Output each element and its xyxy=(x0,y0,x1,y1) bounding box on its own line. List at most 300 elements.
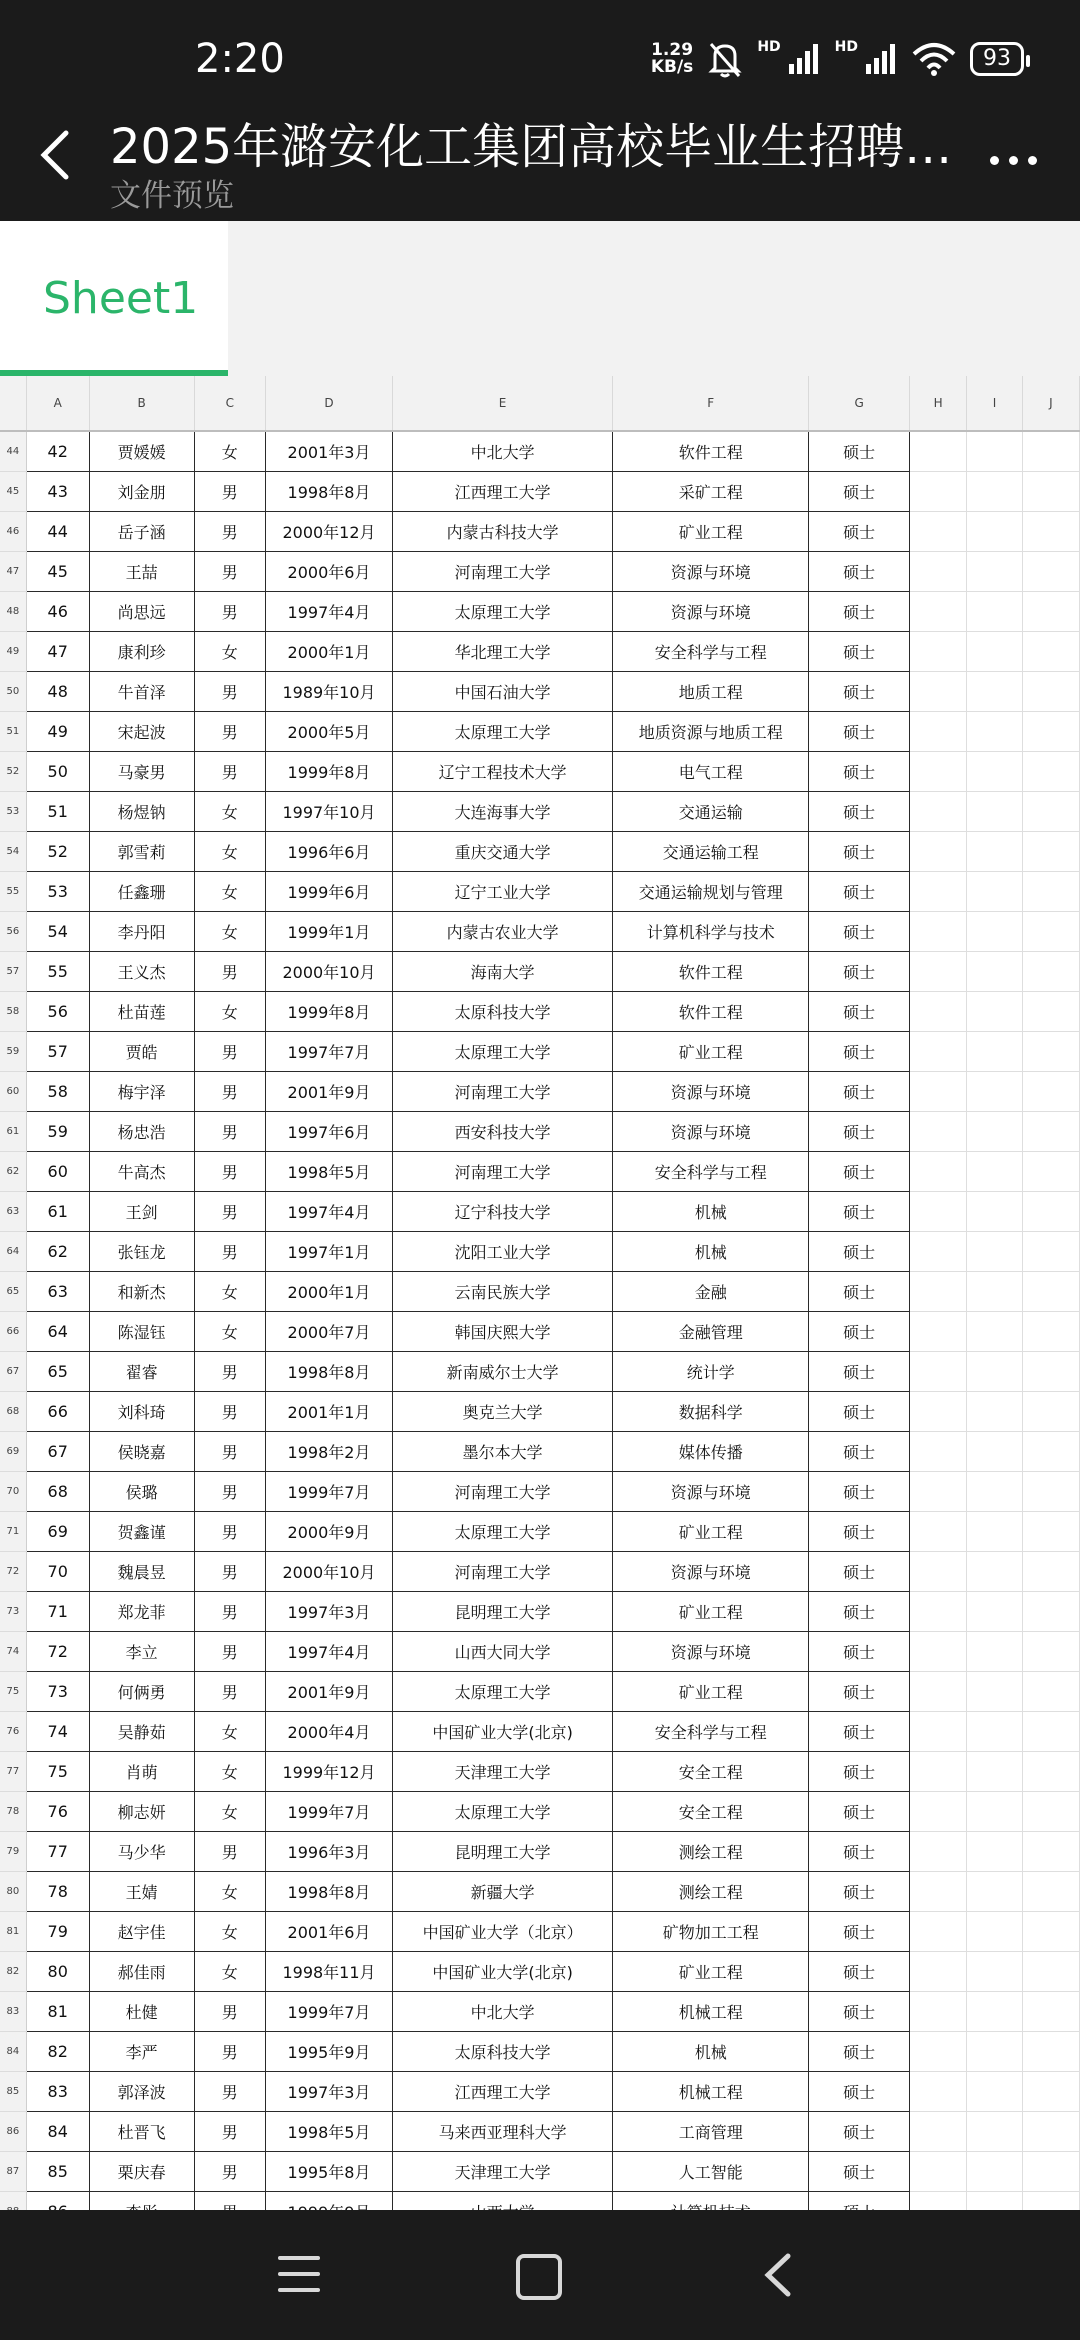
cell-d[interactable]: 1995年8月 xyxy=(265,2152,392,2192)
cell-f[interactable]: 统计学 xyxy=(613,1352,809,1392)
empty-cell[interactable] xyxy=(1022,1752,1079,1792)
empty-cell[interactable] xyxy=(909,2032,967,2072)
row-number[interactable]: 62 xyxy=(0,1152,26,1192)
cell-c[interactable]: 女 xyxy=(194,1912,265,1952)
cell-a[interactable]: 44 xyxy=(26,512,89,552)
cell-f[interactable]: 资源与环境 xyxy=(613,1472,809,1512)
empty-cell[interactable] xyxy=(1022,1112,1079,1152)
column-header[interactable]: F xyxy=(613,376,809,431)
row-number[interactable]: 57 xyxy=(0,952,26,992)
empty-cell[interactable] xyxy=(967,2112,1022,2152)
cell-c[interactable]: 男 xyxy=(194,512,265,552)
empty-cell[interactable] xyxy=(967,912,1022,952)
cell-f[interactable]: 机械工程 xyxy=(613,1992,809,2032)
cell-b[interactable]: 宋起波 xyxy=(89,712,194,752)
cell-b[interactable]: 杜苗莲 xyxy=(89,992,194,1032)
cell-g[interactable]: 硕士 xyxy=(809,1792,909,1832)
cell-e[interactable]: 太原理工大学 xyxy=(393,712,613,752)
cell-f[interactable]: 资源与环境 xyxy=(613,1072,809,1112)
cell-g[interactable]: 硕士 xyxy=(809,472,909,512)
empty-cell[interactable] xyxy=(967,512,1022,552)
cell-d[interactable]: 1999年8月 xyxy=(265,752,392,792)
cell-e[interactable]: 韩国庆熙大学 xyxy=(393,1312,613,1352)
empty-cell[interactable] xyxy=(909,912,967,952)
cell-b[interactable]: 杨忠浩 xyxy=(89,1112,194,1152)
cell-b[interactable]: 栗庆春 xyxy=(89,2152,194,2192)
cell-b[interactable]: 李立 xyxy=(89,1632,194,1672)
empty-cell[interactable] xyxy=(909,1472,967,1512)
cell-e[interactable]: 内蒙古科技大学 xyxy=(393,512,613,552)
cell-g[interactable]: 硕士 xyxy=(809,1112,909,1152)
cell-c[interactable]: 男 xyxy=(194,1352,265,1392)
cell-g[interactable]: 硕士 xyxy=(809,1432,909,1472)
cell-b[interactable]: 梅宇泽 xyxy=(89,1072,194,1112)
column-header[interactable]: J xyxy=(1022,376,1079,431)
cell-c[interactable]: 男 xyxy=(194,1432,265,1472)
row-number[interactable]: 44 xyxy=(0,431,26,472)
empty-cell[interactable] xyxy=(967,1392,1022,1432)
cell-e[interactable]: 中北大学 xyxy=(393,431,613,472)
empty-cell[interactable] xyxy=(967,672,1022,712)
row-number[interactable]: 56 xyxy=(0,912,26,952)
empty-cell[interactable] xyxy=(909,512,967,552)
cell-e[interactable]: 海南大学 xyxy=(393,952,613,992)
cell-a[interactable]: 58 xyxy=(26,1072,89,1112)
cell-f[interactable]: 媒体传播 xyxy=(613,1432,809,1472)
empty-cell[interactable] xyxy=(1022,1592,1079,1632)
cell-b[interactable]: 岳子涵 xyxy=(89,512,194,552)
empty-cell[interactable] xyxy=(967,872,1022,912)
cell-c[interactable]: 女 xyxy=(194,912,265,952)
cell-e[interactable]: 天津理工大学 xyxy=(393,2152,613,2192)
cell-e[interactable]: 太原理工大学 xyxy=(393,1512,613,1552)
row-number[interactable]: 80 xyxy=(0,1872,26,1912)
cell-e[interactable]: 内蒙古农业大学 xyxy=(393,912,613,952)
empty-cell[interactable] xyxy=(967,1152,1022,1192)
cell-c[interactable]: 男 xyxy=(194,1472,265,1512)
cell-c[interactable]: 女 xyxy=(194,1752,265,1792)
empty-cell[interactable] xyxy=(909,552,967,592)
row-number[interactable]: 83 xyxy=(0,1992,26,2032)
cell-e[interactable]: 太原科技大学 xyxy=(393,2032,613,2072)
empty-cell[interactable] xyxy=(1022,1952,1079,1992)
column-header[interactable]: E xyxy=(393,376,613,431)
cell-a[interactable]: 42 xyxy=(26,431,89,472)
cell-e[interactable]: 河南理工大学 xyxy=(393,552,613,592)
row-number[interactable]: 75 xyxy=(0,1672,26,1712)
cell-f[interactable]: 采矿工程 xyxy=(613,472,809,512)
cell-e[interactable]: 河南理工大学 xyxy=(393,1552,613,1592)
empty-cell[interactable] xyxy=(1022,1072,1079,1112)
empty-cell[interactable] xyxy=(967,832,1022,872)
cell-e[interactable]: 辽宁工业大学 xyxy=(393,872,613,912)
cell-e[interactable]: 太原理工大学 xyxy=(393,592,613,632)
cell-b[interactable]: 郑龙菲 xyxy=(89,1592,194,1632)
cell-b[interactable]: 杨煜钠 xyxy=(89,792,194,832)
cell-b[interactable]: 杜晋飞 xyxy=(89,2112,194,2152)
cell-b[interactable]: 贾皓 xyxy=(89,1032,194,1072)
cell-d[interactable]: 1998年8月 xyxy=(265,1872,392,1912)
cell-a[interactable]: 55 xyxy=(26,952,89,992)
cell-a[interactable]: 72 xyxy=(26,1632,89,1672)
cell-c[interactable]: 男 xyxy=(194,712,265,752)
row-number[interactable]: 77 xyxy=(0,1752,26,1792)
empty-cell[interactable] xyxy=(967,1552,1022,1592)
cell-c[interactable]: 男 xyxy=(194,552,265,592)
cell-f[interactable]: 交通运输规划与管理 xyxy=(613,872,809,912)
empty-cell[interactable] xyxy=(967,2032,1022,2072)
menu-icon[interactable] xyxy=(278,2256,320,2292)
row-number[interactable]: 67 xyxy=(0,1352,26,1392)
cell-c[interactable]: 男 xyxy=(194,1552,265,1592)
cell-c[interactable]: 男 xyxy=(194,592,265,632)
cell-e[interactable]: 新疆大学 xyxy=(393,1872,613,1912)
cell-e[interactable]: 太原理工大学 xyxy=(393,1792,613,1832)
cell-f[interactable]: 机械 xyxy=(613,1192,809,1232)
cell-d[interactable]: 2000年1月 xyxy=(265,1272,392,1312)
cell-f[interactable]: 金融 xyxy=(613,1272,809,1312)
cell-e[interactable]: 马来西亚理科大学 xyxy=(393,2112,613,2152)
cell-b[interactable]: 吴静茹 xyxy=(89,1712,194,1752)
cell-d[interactable]: 1998年5月 xyxy=(265,2112,392,2152)
cell-f[interactable]: 机械 xyxy=(613,1232,809,1272)
column-header[interactable]: I xyxy=(967,376,1022,431)
cell-a[interactable]: 73 xyxy=(26,1672,89,1712)
cell-e[interactable]: 太原理工大学 xyxy=(393,1672,613,1712)
cell-g[interactable]: 硕士 xyxy=(809,1632,909,1672)
cell-d[interactable]: 1996年3月 xyxy=(265,1832,392,1872)
cell-f[interactable]: 机械工程 xyxy=(613,2072,809,2112)
empty-cell[interactable] xyxy=(967,1592,1022,1632)
empty-cell[interactable] xyxy=(909,1592,967,1632)
cell-a[interactable]: 81 xyxy=(26,1992,89,2032)
cell-c[interactable]: 男 xyxy=(194,2152,265,2192)
tab-sheet1[interactable] xyxy=(0,221,228,376)
cell-f[interactable]: 安全科学与工程 xyxy=(613,1152,809,1192)
cell-c[interactable]: 男 xyxy=(194,1112,265,1152)
empty-cell[interactable] xyxy=(1022,2072,1079,2112)
empty-cell[interactable] xyxy=(909,752,967,792)
cell-a[interactable]: 47 xyxy=(26,632,89,672)
back-icon[interactable] xyxy=(758,2250,798,2300)
cell-a[interactable]: 66 xyxy=(26,1392,89,1432)
empty-cell[interactable] xyxy=(909,1152,967,1192)
cell-a[interactable]: 83 xyxy=(26,2072,89,2112)
cell-d[interactable]: 1997年6月 xyxy=(265,1112,392,1152)
row-number[interactable]: 61 xyxy=(0,1112,26,1152)
empty-cell[interactable] xyxy=(967,1192,1022,1232)
cell-b[interactable]: 魏晨昱 xyxy=(89,1552,194,1592)
empty-cell[interactable] xyxy=(967,1912,1022,1952)
empty-cell[interactable] xyxy=(967,1992,1022,2032)
cell-d[interactable]: 1999年6月 xyxy=(265,872,392,912)
empty-cell[interactable] xyxy=(1022,992,1079,1032)
cell-f[interactable]: 资源与环境 xyxy=(613,552,809,592)
cell-a[interactable]: 71 xyxy=(26,1592,89,1632)
cell-e[interactable]: 中国矿业大学（北京） xyxy=(393,1912,613,1952)
empty-cell[interactable] xyxy=(909,672,967,712)
cell-e[interactable]: 华北理工大学 xyxy=(393,632,613,672)
cell-g[interactable]: 硕士 xyxy=(809,1032,909,1072)
cell-f[interactable]: 安全科学与工程 xyxy=(613,1712,809,1752)
row-number[interactable]: 53 xyxy=(0,792,26,832)
empty-cell[interactable] xyxy=(909,992,967,1032)
cell-c[interactable]: 女 xyxy=(194,872,265,912)
cell-g[interactable]: 硕士 xyxy=(809,592,909,632)
cell-a[interactable]: 80 xyxy=(26,1952,89,1992)
empty-cell[interactable] xyxy=(1022,1432,1079,1472)
cell-b[interactable]: 尚思远 xyxy=(89,592,194,632)
cell-d[interactable]: 2000年7月 xyxy=(265,1312,392,1352)
row-number[interactable]: 55 xyxy=(0,872,26,912)
cell-f[interactable]: 资源与环境 xyxy=(613,1552,809,1592)
empty-cell[interactable] xyxy=(967,1632,1022,1672)
cell-c[interactable]: 女 xyxy=(194,1712,265,1752)
cell-e[interactable]: 中国矿业大学(北京) xyxy=(393,1952,613,1992)
empty-cell[interactable] xyxy=(909,832,967,872)
empty-cell[interactable] xyxy=(1022,2032,1079,2072)
empty-cell[interactable] xyxy=(909,2072,967,2112)
empty-cell[interactable] xyxy=(1022,832,1079,872)
cell-e[interactable]: 河南理工大学 xyxy=(393,1152,613,1192)
cell-c[interactable]: 男 xyxy=(194,1512,265,1552)
cell-d[interactable]: 2001年6月 xyxy=(265,1912,392,1952)
cell-a[interactable]: 84 xyxy=(26,2112,89,2152)
cell-d[interactable]: 1989年10月 xyxy=(265,672,392,712)
cell-f[interactable]: 测绘工程 xyxy=(613,1872,809,1912)
cell-d[interactable]: 1997年3月 xyxy=(265,1592,392,1632)
cell-b[interactable]: 郭泽波 xyxy=(89,2072,194,2112)
cell-d[interactable]: 2000年5月 xyxy=(265,712,392,752)
cell-a[interactable]: 61 xyxy=(26,1192,89,1232)
cell-d[interactable]: 2001年9月 xyxy=(265,1672,392,1712)
empty-cell[interactable] xyxy=(909,1912,967,1952)
empty-cell[interactable] xyxy=(909,1992,967,2032)
cell-a[interactable]: 70 xyxy=(26,1552,89,1592)
cell-b[interactable]: 侯晓嘉 xyxy=(89,1432,194,1472)
cell-e[interactable]: 河南理工大学 xyxy=(393,1072,613,1112)
cell-b[interactable]: 郝佳雨 xyxy=(89,1952,194,1992)
cell-f[interactable]: 安全工程 xyxy=(613,1792,809,1832)
cell-a[interactable]: 54 xyxy=(26,912,89,952)
cell-c[interactable]: 女 xyxy=(194,1272,265,1312)
empty-cell[interactable] xyxy=(909,1792,967,1832)
cell-e[interactable]: 重庆交通大学 xyxy=(393,832,613,872)
empty-cell[interactable] xyxy=(909,431,967,472)
cell-b[interactable]: 任鑫珊 xyxy=(89,872,194,912)
empty-cell[interactable] xyxy=(1022,1552,1079,1592)
empty-cell[interactable] xyxy=(967,1672,1022,1712)
cell-f[interactable]: 计算机科学与技术 xyxy=(613,912,809,952)
empty-cell[interactable] xyxy=(967,632,1022,672)
cell-a[interactable]: 43 xyxy=(26,472,89,512)
cell-f[interactable]: 矿业工程 xyxy=(613,1592,809,1632)
cell-b[interactable]: 张钰龙 xyxy=(89,1232,194,1272)
cell-c[interactable]: 男 xyxy=(194,2072,265,2112)
row-number[interactable]: 51 xyxy=(0,712,26,752)
empty-cell[interactable] xyxy=(1022,632,1079,672)
cell-d[interactable]: 2000年12月 xyxy=(265,512,392,552)
empty-cell[interactable] xyxy=(1022,1192,1079,1232)
cell-a[interactable]: 64 xyxy=(26,1312,89,1352)
row-number[interactable]: 72 xyxy=(0,1552,26,1592)
cell-g[interactable]: 硕士 xyxy=(809,1472,909,1512)
cell-e[interactable]: 中国石油大学 xyxy=(393,672,613,712)
empty-cell[interactable] xyxy=(1022,752,1079,792)
cell-g[interactable]: 硕士 xyxy=(809,712,909,752)
empty-cell[interactable] xyxy=(1022,1312,1079,1352)
cell-a[interactable]: 56 xyxy=(26,992,89,1032)
cell-d[interactable]: 1998年5月 xyxy=(265,1152,392,1192)
empty-cell[interactable] xyxy=(909,1632,967,1672)
cell-d[interactable]: 1998年8月 xyxy=(265,1352,392,1392)
cell-g[interactable]: 硕士 xyxy=(809,1752,909,1792)
row-number[interactable]: 47 xyxy=(0,552,26,592)
cell-b[interactable]: 牛首泽 xyxy=(89,672,194,712)
row-number[interactable]: 74 xyxy=(0,1632,26,1672)
cell-g[interactable]: 硕士 xyxy=(809,1512,909,1552)
empty-cell[interactable] xyxy=(1022,1272,1079,1312)
empty-cell[interactable] xyxy=(909,872,967,912)
cell-b[interactable]: 王婧 xyxy=(89,1872,194,1912)
empty-cell[interactable] xyxy=(967,1712,1022,1752)
row-number[interactable]: 78 xyxy=(0,1792,26,1832)
empty-cell[interactable] xyxy=(1022,2152,1079,2192)
row-number[interactable]: 87 xyxy=(0,2152,26,2192)
cell-c[interactable]: 女 xyxy=(194,1952,265,1992)
cell-e[interactable]: 辽宁工程技术大学 xyxy=(393,752,613,792)
column-header[interactable]: D xyxy=(265,376,392,431)
cell-f[interactable]: 机械 xyxy=(613,2032,809,2072)
empty-cell[interactable] xyxy=(967,1792,1022,1832)
row-number[interactable]: 85 xyxy=(0,2072,26,2112)
row-number[interactable]: 84 xyxy=(0,2032,26,2072)
cell-e[interactable]: 新南威尔士大学 xyxy=(393,1352,613,1392)
cell-f[interactable]: 测绘工程 xyxy=(613,1832,809,1872)
cell-d[interactable]: 2000年10月 xyxy=(265,1552,392,1592)
empty-cell[interactable] xyxy=(967,952,1022,992)
cell-b[interactable]: 贺鑫谨 xyxy=(89,1512,194,1552)
empty-cell[interactable] xyxy=(909,1432,967,1472)
empty-cell[interactable] xyxy=(1022,1832,1079,1872)
empty-cell[interactable] xyxy=(967,472,1022,512)
cell-d[interactable]: 2001年1月 xyxy=(265,1392,392,1432)
empty-cell[interactable] xyxy=(909,472,967,512)
cell-a[interactable]: 52 xyxy=(26,832,89,872)
empty-cell[interactable] xyxy=(967,712,1022,752)
row-number[interactable]: 69 xyxy=(0,1432,26,1472)
cell-d[interactable]: 1997年4月 xyxy=(265,592,392,632)
cell-c[interactable]: 女 xyxy=(194,632,265,672)
cell-g[interactable]: 硕士 xyxy=(809,912,909,952)
row-number[interactable]: 58 xyxy=(0,992,26,1032)
empty-cell[interactable] xyxy=(909,592,967,632)
empty-cell[interactable] xyxy=(967,1072,1022,1112)
cell-e[interactable]: 西安科技大学 xyxy=(393,1112,613,1152)
cell-a[interactable]: 76 xyxy=(26,1792,89,1832)
cell-g[interactable]: 硕士 xyxy=(809,1312,909,1352)
cell-g[interactable]: 硕士 xyxy=(809,2112,909,2152)
cell-a[interactable]: 60 xyxy=(26,1152,89,1192)
cell-e[interactable]: 昆明理工大学 xyxy=(393,1832,613,1872)
cell-a[interactable]: 77 xyxy=(26,1832,89,1872)
cell-c[interactable]: 男 xyxy=(194,672,265,712)
cell-b[interactable]: 牛高杰 xyxy=(89,1152,194,1192)
empty-cell[interactable] xyxy=(967,431,1022,472)
cell-d[interactable]: 1997年7月 xyxy=(265,1032,392,1072)
empty-cell[interactable] xyxy=(1022,792,1079,832)
empty-cell[interactable] xyxy=(1022,1472,1079,1512)
cell-e[interactable]: 辽宁科技大学 xyxy=(393,1192,613,1232)
cell-f[interactable]: 安全工程 xyxy=(613,1752,809,1792)
empty-cell[interactable] xyxy=(909,1672,967,1712)
cell-g[interactable]: 硕士 xyxy=(809,1392,909,1432)
home-icon[interactable] xyxy=(516,2254,562,2300)
row-number[interactable]: 66 xyxy=(0,1312,26,1352)
empty-cell[interactable] xyxy=(1022,1672,1079,1712)
cell-b[interactable]: 陈湿钰 xyxy=(89,1312,194,1352)
cell-a[interactable]: 62 xyxy=(26,1232,89,1272)
cell-b[interactable]: 贾媛媛 xyxy=(89,431,194,472)
back-arrow-icon[interactable] xyxy=(30,125,80,185)
empty-cell[interactable] xyxy=(967,992,1022,1032)
empty-cell[interactable] xyxy=(967,592,1022,632)
empty-cell[interactable] xyxy=(1022,592,1079,632)
cell-a[interactable]: 51 xyxy=(26,792,89,832)
cell-a[interactable]: 63 xyxy=(26,1272,89,1312)
cell-e[interactable]: 山西大同大学 xyxy=(393,1632,613,1672)
spreadsheet-grid[interactable] xyxy=(0,376,1080,2210)
empty-cell[interactable] xyxy=(909,1312,967,1352)
empty-cell[interactable] xyxy=(909,1032,967,1072)
empty-cell[interactable] xyxy=(1022,1032,1079,1072)
cell-f[interactable]: 矿业工程 xyxy=(613,1672,809,1712)
cell-e[interactable]: 大连海事大学 xyxy=(393,792,613,832)
cell-e[interactable]: 墨尔本大学 xyxy=(393,1432,613,1472)
cell-g[interactable]: 硕士 xyxy=(809,1272,909,1312)
cell-g[interactable]: 硕士 xyxy=(809,1352,909,1392)
empty-cell[interactable] xyxy=(967,1432,1022,1472)
column-header[interactable]: H xyxy=(909,376,967,431)
cell-g[interactable]: 硕士 xyxy=(809,1072,909,1112)
cell-e[interactable]: 昆明理工大学 xyxy=(393,1592,613,1632)
cell-b[interactable]: 王义杰 xyxy=(89,952,194,992)
empty-cell[interactable] xyxy=(967,1032,1022,1072)
cell-e[interactable]: 太原科技大学 xyxy=(393,992,613,1032)
empty-cell[interactable] xyxy=(909,2152,967,2192)
cell-f[interactable]: 矿业工程 xyxy=(613,1952,809,1992)
cell-d[interactable]: 1999年7月 xyxy=(265,1472,392,1512)
cell-e[interactable]: 沈阳工业大学 xyxy=(393,1232,613,1272)
empty-cell[interactable] xyxy=(909,1832,967,1872)
cell-g[interactable]: 硕士 xyxy=(809,552,909,592)
row-number[interactable]: 71 xyxy=(0,1512,26,1552)
cell-b[interactable]: 马豪男 xyxy=(89,752,194,792)
row-number[interactable]: 48 xyxy=(0,592,26,632)
column-header[interactable]: B xyxy=(89,376,194,431)
cell-e[interactable]: 河南理工大学 xyxy=(393,1472,613,1512)
cell-g[interactable]: 硕士 xyxy=(809,1192,909,1232)
row-number[interactable]: 70 xyxy=(0,1472,26,1512)
cell-d[interactable]: 1999年7月 xyxy=(265,1992,392,2032)
cell-d[interactable]: 2001年3月 xyxy=(265,431,392,472)
empty-cell[interactable] xyxy=(967,1272,1022,1312)
cell-g[interactable]: 硕士 xyxy=(809,632,909,672)
empty-cell[interactable] xyxy=(967,1312,1022,1352)
cell-g[interactable]: 硕士 xyxy=(809,2152,909,2192)
cell-f[interactable]: 矿业工程 xyxy=(613,1512,809,1552)
cell-a[interactable]: 59 xyxy=(26,1112,89,1152)
